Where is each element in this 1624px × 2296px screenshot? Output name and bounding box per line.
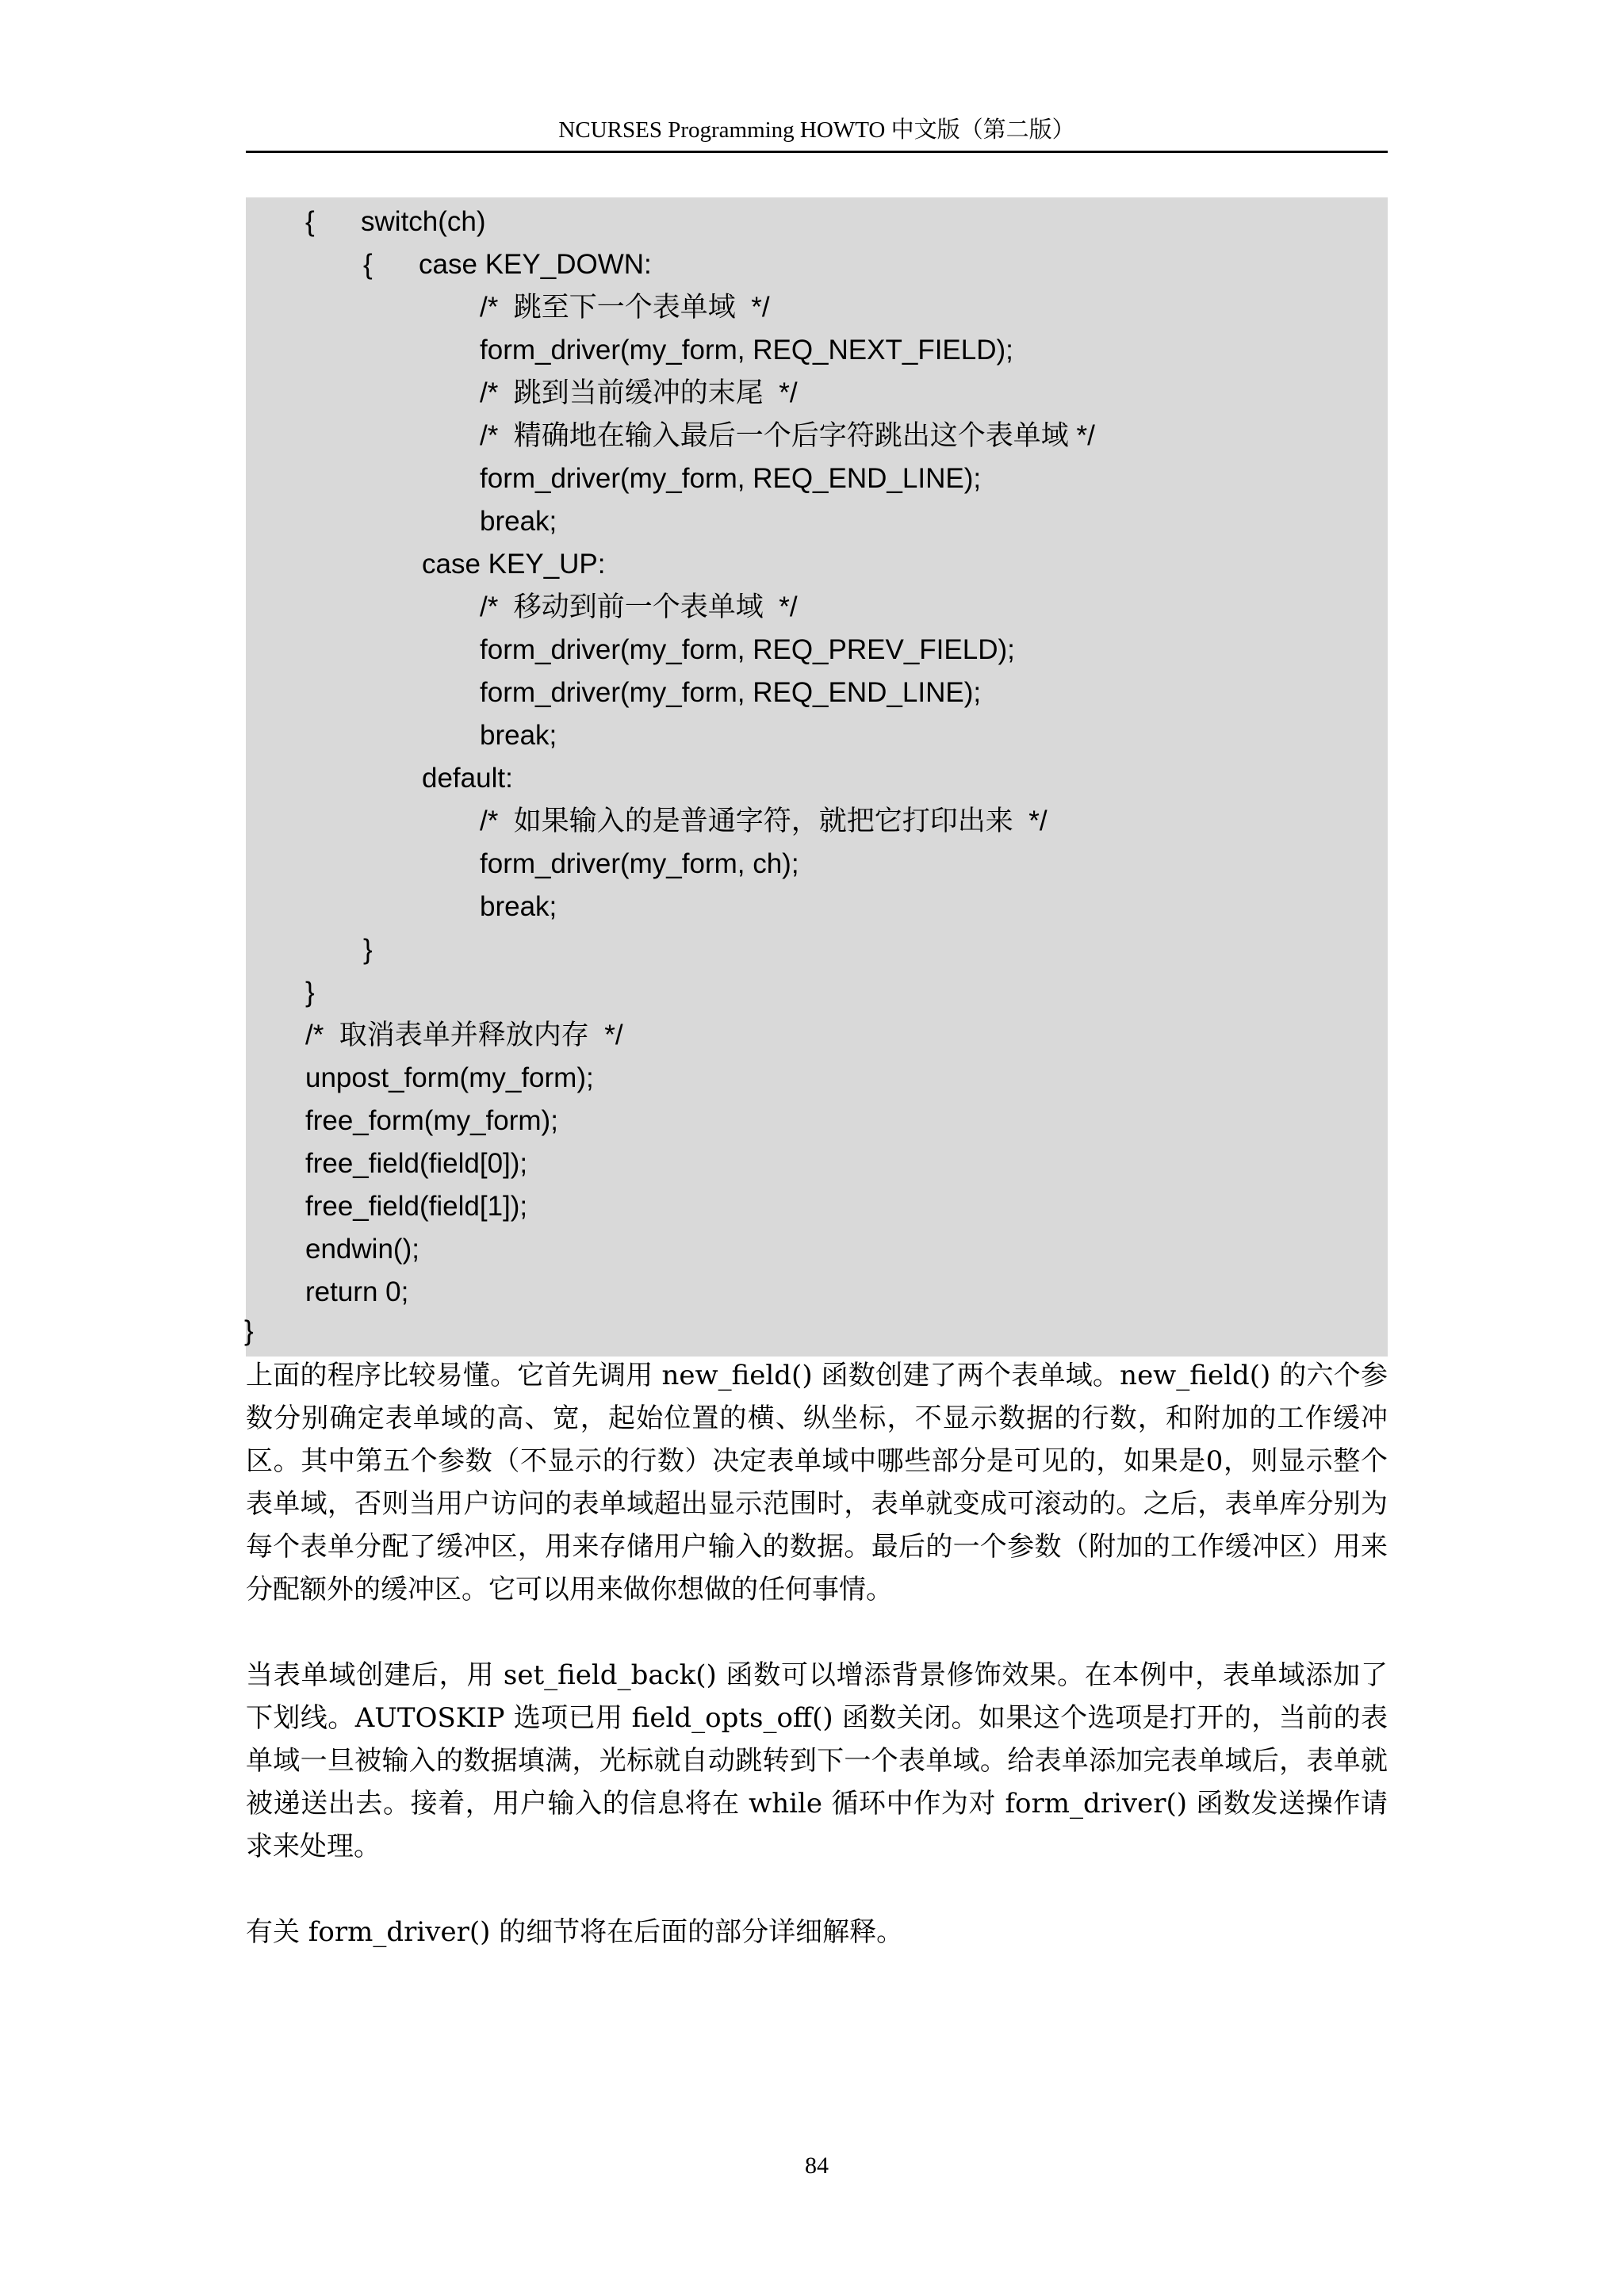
code-line: default:: [422, 763, 513, 794]
code-line: break;: [480, 720, 557, 751]
code-line: form_driver(my_form, REQ_END_LINE);: [480, 677, 982, 708]
paragraph-2: 当表单域创建后，用 set_field_back() 函数可以增添背景修饰效果。在本例中，表单域添加了下划线。AUTOSKIP 选项已用 field_opts_off() 函数关闭。如果这个选项是打开的，当前的表单域一旦被输入的数据填满，光标就自动跳转到下一个表单域。给表单添加完表单域后，表单就被递送出去。接着，用户输入的信息将在 while 循环中作为对 form_driver() 函数发送操作请求来处理。: [246, 1659, 1388, 1862]
header-rule: [246, 151, 1388, 153]
paragraph-3: 有关 form_driver() 的细节将在后面的部分详细解释。: [246, 1916, 904, 1948]
code-line: unpost_form(my_form);: [305, 1062, 594, 1093]
code-line: form_driver(my_form, REQ_END_LINE);: [480, 463, 982, 494]
code-line: free_field(field[0]);: [305, 1148, 528, 1179]
code-block: [246, 197, 1388, 1357]
code-closing-brace: }: [244, 1315, 254, 1346]
code-line: /* 跳至下一个表单域 */: [480, 292, 770, 323]
code-line: form_driver(my_form, REQ_PREV_FIELD);: [480, 634, 1015, 665]
code-line: case KEY_UP:: [422, 549, 606, 580]
code-line: return 0;: [305, 1276, 409, 1307]
code-line: free_field(field[1]);: [305, 1191, 528, 1222]
code-line: form_driver(my_form, ch);: [480, 848, 799, 879]
code-line: endwin();: [305, 1234, 419, 1265]
code-line: }: [363, 934, 373, 965]
code-line: /* 精确地在输入最后一个后字符跳出这个表单域 */: [480, 420, 1095, 451]
running-header: NCURSES Programming HOWTO 中文版（第二版）: [558, 117, 1075, 143]
code-line: /* 取消表单并释放内存 */: [305, 1020, 623, 1050]
code-line: { case KEY_DOWN:: [363, 249, 652, 280]
code-line: /* 如果输入的是普通字符，就把它打印出来 */: [480, 806, 1048, 836]
code-line: free_form(my_form);: [305, 1105, 558, 1136]
code-line: break;: [480, 506, 557, 537]
code-line: /* 移动到前一个表单域 */: [480, 591, 798, 622]
code-line: break;: [480, 891, 557, 922]
code-line: form_driver(my_form, REQ_NEXT_FIELD);: [480, 335, 1013, 365]
paragraph-1: 上面的程序比较易懂。它首先调用 new_field() 函数创建了两个表单域。new_field() 的六个参数分别确定表单域的高、宽，起始位置的横、纵坐标，不显示数据的行数，和附加的工作缓冲区。其中第五个参数（不显示的行数）决定表单域中哪些部分是可见的，如果是0，则显示整个表单域，否则当用户访问的表单域超出显示范围时，表单就变成可滚动的。之后，表单库分别为每个表单分配了缓冲区，用来存储用户输入的数据。最后的一个参数（附加的工作缓冲区）用来分配额外的缓冲区。它可以用来做你想做的任何事情。: [246, 1360, 1388, 1605]
code-line: }: [305, 977, 315, 1008]
page-number: 84: [805, 2152, 829, 2179]
code-line: { switch(ch): [305, 206, 486, 237]
code-line: /* 跳到当前缓冲的末尾 */: [480, 377, 798, 408]
